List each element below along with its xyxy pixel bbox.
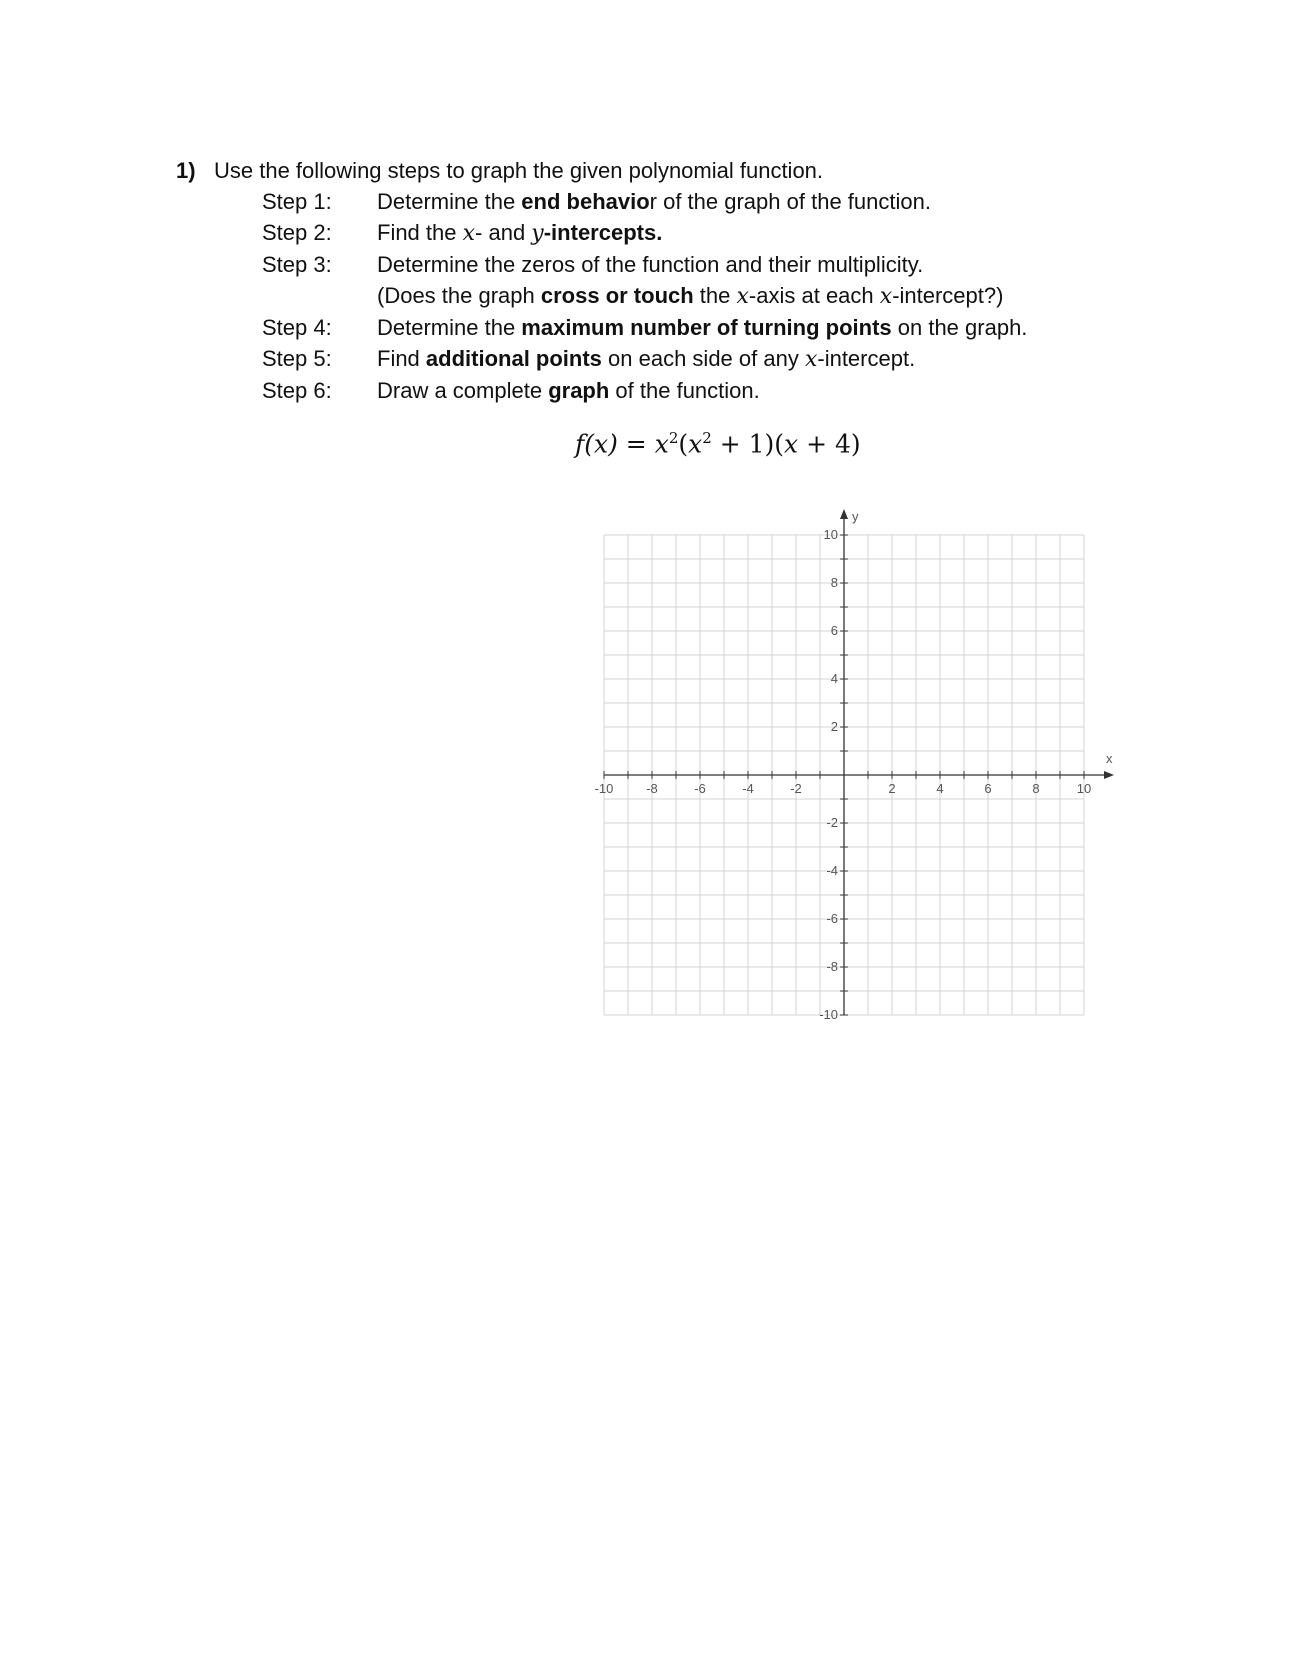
y-tick-label: 2 xyxy=(830,719,838,734)
step-1 xyxy=(262,186,1027,217)
problem-number: 1) xyxy=(176,158,196,183)
step-text: Determine the zeros of the function and their multiplicity. xyxy=(377,252,924,277)
y-tick-label: 4 xyxy=(830,671,838,686)
function-formula: $f(x) = x^2(x^2 + 1)(x + 4)$ xyxy=(575,429,861,459)
y-tick-label: -6 xyxy=(826,911,838,926)
x-tick-label: -2 xyxy=(790,781,802,796)
steps-list xyxy=(262,186,1027,406)
x-axis-arrow xyxy=(1104,771,1114,779)
y-tick-label: -4 xyxy=(826,863,838,878)
step-text: (Does the graph cross or touch the x-axis at each x-intercept?) xyxy=(377,283,1004,309)
y-tick-label: 6 xyxy=(830,623,838,638)
step-4 xyxy=(262,312,1027,343)
step-label: Step 6: xyxy=(262,378,332,403)
y-axis-label: y xyxy=(852,509,859,524)
step-label: Step 5: xyxy=(262,346,332,371)
y-tick-label: 8 xyxy=(830,575,838,590)
x-tick-label: -4 xyxy=(742,781,754,796)
step-text: Find additional points on each side of any x-intercept. xyxy=(377,346,916,372)
step-text: Determine the end behavior of the graph of the function. xyxy=(377,189,931,214)
y-tick-label: -10 xyxy=(819,1007,838,1022)
step-text: Determine the maximum number of turning points on the graph. xyxy=(377,315,1028,340)
instruction-text: Use the following steps to graph the given polynomial function. xyxy=(214,158,824,183)
step-2 xyxy=(262,217,1027,249)
coordinate-grid[interactable] xyxy=(580,505,1120,1045)
step-6 xyxy=(262,375,1027,406)
step-text: Draw a complete graph of the function. xyxy=(377,378,760,403)
step-text: Find the x- and y-intercepts. xyxy=(377,220,663,246)
y-tick-label: 10 xyxy=(823,527,838,542)
y-tick-label: -2 xyxy=(826,815,838,830)
y-axis-arrow xyxy=(840,509,848,519)
x-tick-label: 2 xyxy=(888,781,896,796)
step-3 xyxy=(262,249,1027,280)
problem-instruction xyxy=(176,155,823,186)
x-tick-label: 10 xyxy=(1076,781,1092,796)
x-tick-label: 4 xyxy=(936,781,944,796)
step-label: Step 1: xyxy=(262,189,332,214)
x-tick-label: 8 xyxy=(1032,781,1040,796)
step-label: Step 2: xyxy=(262,220,332,245)
x-tick-label: -10 xyxy=(594,781,614,796)
x-tick-label: 6 xyxy=(984,781,992,796)
x-tick-label: -6 xyxy=(694,781,706,796)
step-3-note xyxy=(377,280,1027,312)
x-tick-label: -8 xyxy=(646,781,658,796)
step-label: Step 4: xyxy=(262,315,332,340)
y-tick-label: -8 xyxy=(826,959,838,974)
step-label: Step 3: xyxy=(262,252,332,277)
x-axis-label: x xyxy=(1106,751,1113,766)
step-5 xyxy=(262,343,1027,375)
